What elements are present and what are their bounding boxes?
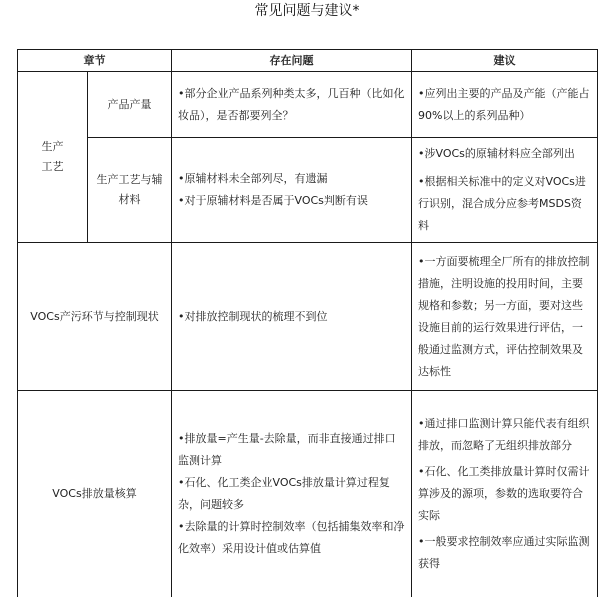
table-row <box>18 72 598 138</box>
problem-item: •对于原辅材料是否属于VOCs判断有误 <box>178 194 368 207</box>
suggestions-cell <box>412 138 598 243</box>
faq-table <box>17 49 598 597</box>
section-cell: 产品产量 <box>88 72 172 138</box>
table-header-row <box>18 50 598 72</box>
table-row <box>18 391 598 597</box>
suggestion-item: •一般要求控制效率应通过实际监测获得 <box>418 534 590 570</box>
section-cell: VOCs排放量核算 <box>18 391 172 597</box>
problems-cell <box>172 72 412 138</box>
page-title: 常见问题与建议* <box>254 3 360 19</box>
suggestion-item: •石化、化工类排放量计算时仅需计算涉及的源项，参数的选取要符合实际 <box>418 464 590 522</box>
problem-item: •去除量的计算时控制效率（包括捕集效率和净化效率）采用设计值或估算值 <box>178 519 405 555</box>
suggestions-cell <box>412 72 598 138</box>
table-row <box>18 138 598 243</box>
suggestion-item: •涉VOCs的原辅材料应全部列出 <box>418 147 575 160</box>
suggestions-cell <box>412 391 598 597</box>
problem-item: •石化、化工类企业VOCs排放量计算过程复杂，问题较多 <box>178 475 390 511</box>
problem-item: •原辅材料未全部列尽，有遗漏 <box>178 172 328 185</box>
suggestion-item: •根据相关标准中的定义对VOCs进行识别，混合成分应参考MSDS资料 <box>418 175 586 232</box>
problem-item: •对排放控制现状的梳理不到位 <box>178 309 328 323</box>
table-row <box>18 243 598 391</box>
problems-cell <box>172 138 412 243</box>
header-suggestions: 建议 <box>412 50 598 72</box>
header-problems: 存在问题 <box>172 50 412 72</box>
suggestion-item: •应列出主要的产品及产能（产能占90%以上的系列品种） <box>418 86 590 122</box>
problem-item: •部分企业产品系列种类太多，几百种（比如化妆品），是否都要列全？ <box>178 86 405 122</box>
problems-cell <box>172 243 412 391</box>
suggestion-item: •一方面要梳理全厂所有的排放控制措施，注明设施的投用时间，主要规格和参数；另一方面，要对这些设施目前的运行效果进行评估，一般通过监测方式，评估控制效果及达标性 <box>418 254 590 378</box>
section-cell: 生产工艺与辅 材料 <box>88 138 172 243</box>
problems-cell <box>172 391 412 597</box>
header-chapter: 章节 <box>18 50 172 72</box>
section-cell: VOCs产污环节与控制现状 <box>18 243 172 391</box>
problem-item: •排放量=产生量-去除量，而非直接通过排口监测计算 <box>178 431 396 467</box>
suggestion-item: •通过排口监测计算只能代表有组织排放，而忽略了无组织排放部分 <box>418 416 590 452</box>
group-cell: 生产 工艺 <box>18 72 88 243</box>
suggestions-cell <box>412 243 598 391</box>
